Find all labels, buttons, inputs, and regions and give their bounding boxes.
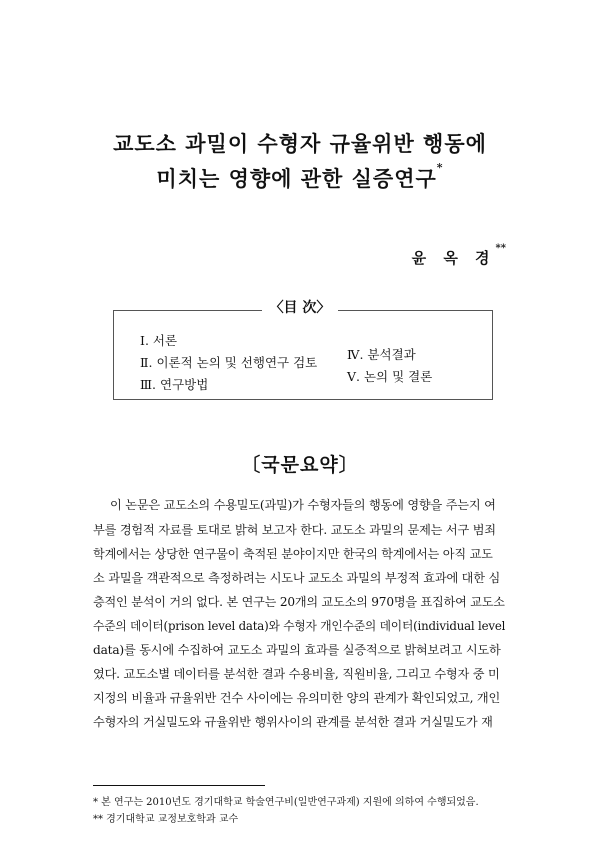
abstract-heading: 〔국문요약〕 [241,454,359,476]
abstract-line: 학계에서는 상당한 연구물이 축적된 분야이지만 한국의 학계에서는 아직 교도 [93,547,493,561]
abstract-line: 부를 경험적 자료를 토대로 밝혀 보고자 한다. 교도소 과밀의 문제는 서구 범죄 [93,523,496,537]
toc-item-1: Ⅰ. 서론 [140,333,178,348]
abstract-line: 층적인 분석이 거의 없다. 본 연구는 20개의 교도소의 970명을 표집하여 교도소 [93,595,505,609]
toc-item-2: Ⅱ. 이론적 논의 및 선행연구 검토 [140,355,318,370]
author-footnote-mark: ** [495,243,506,254]
footnote-divider [93,785,265,786]
title-line-2-text: 미치는 영향에 관한 실증연구 [156,166,437,191]
abstract-line: 였다. 교도소별 데이터를 분석한 결과 수용비율, 직원비율, 그리고 수형자 중 미 [93,667,500,681]
paper-title-line-1 [0,128,600,158]
abstract-line: 이 논문은 교도소의 수용밀도(과밀)가 수형자들의 행동에 영향을 주는지 여 [110,498,496,512]
author-name-text: 윤 옥 경 [411,249,496,267]
title-line-1-text: 교도소 과밀이 수형자 규율위반 행동에 [113,131,487,156]
paper-title-line-2 [0,163,600,193]
title-footnote-mark: * [436,161,444,174]
author-name [411,243,506,268]
toc-item-3: Ⅲ. 연구방법 [140,377,209,392]
toc-heading-text: 〈目 次〉 [262,300,339,316]
toc-item-5: Ⅴ. 논의 및 결론 [347,369,433,384]
toc-item-4: Ⅳ. 분석결과 [347,347,416,362]
abstract-line: data)를 동시에 수집하여 교도소 과밀의 효과를 실증적으로 밝혀보려고 시도하 [93,643,501,657]
abstract-line: 수형자의 거실밀도와 규율위반 행위사이의 관계를 분석한 결과 거실밀도가 재 [93,715,493,729]
abstract-line: 소 과밀을 객관적으로 측정하려는 시도나 교도소 과밀의 부정적 효과에 대한 심 [93,571,501,585]
table-of-contents-heading [0,297,600,317]
abstract-line: 수준의 데이터(prison level data)와 수형자 개인수준의 데이터(individual level [93,619,506,633]
footnote-2: ** 경기대학교 교정보호학과 교수 [93,814,239,825]
footnote-1: * 본 연구는 2010년도 경기대학교 학술연구비(일반연구과제) 지원에 의하여 수행되었음. [93,797,479,808]
abstract-line: 지정의 비율과 규율위반 건수 사이에는 유의미한 양의 관계가 확인되었고, 개인 [93,691,501,705]
